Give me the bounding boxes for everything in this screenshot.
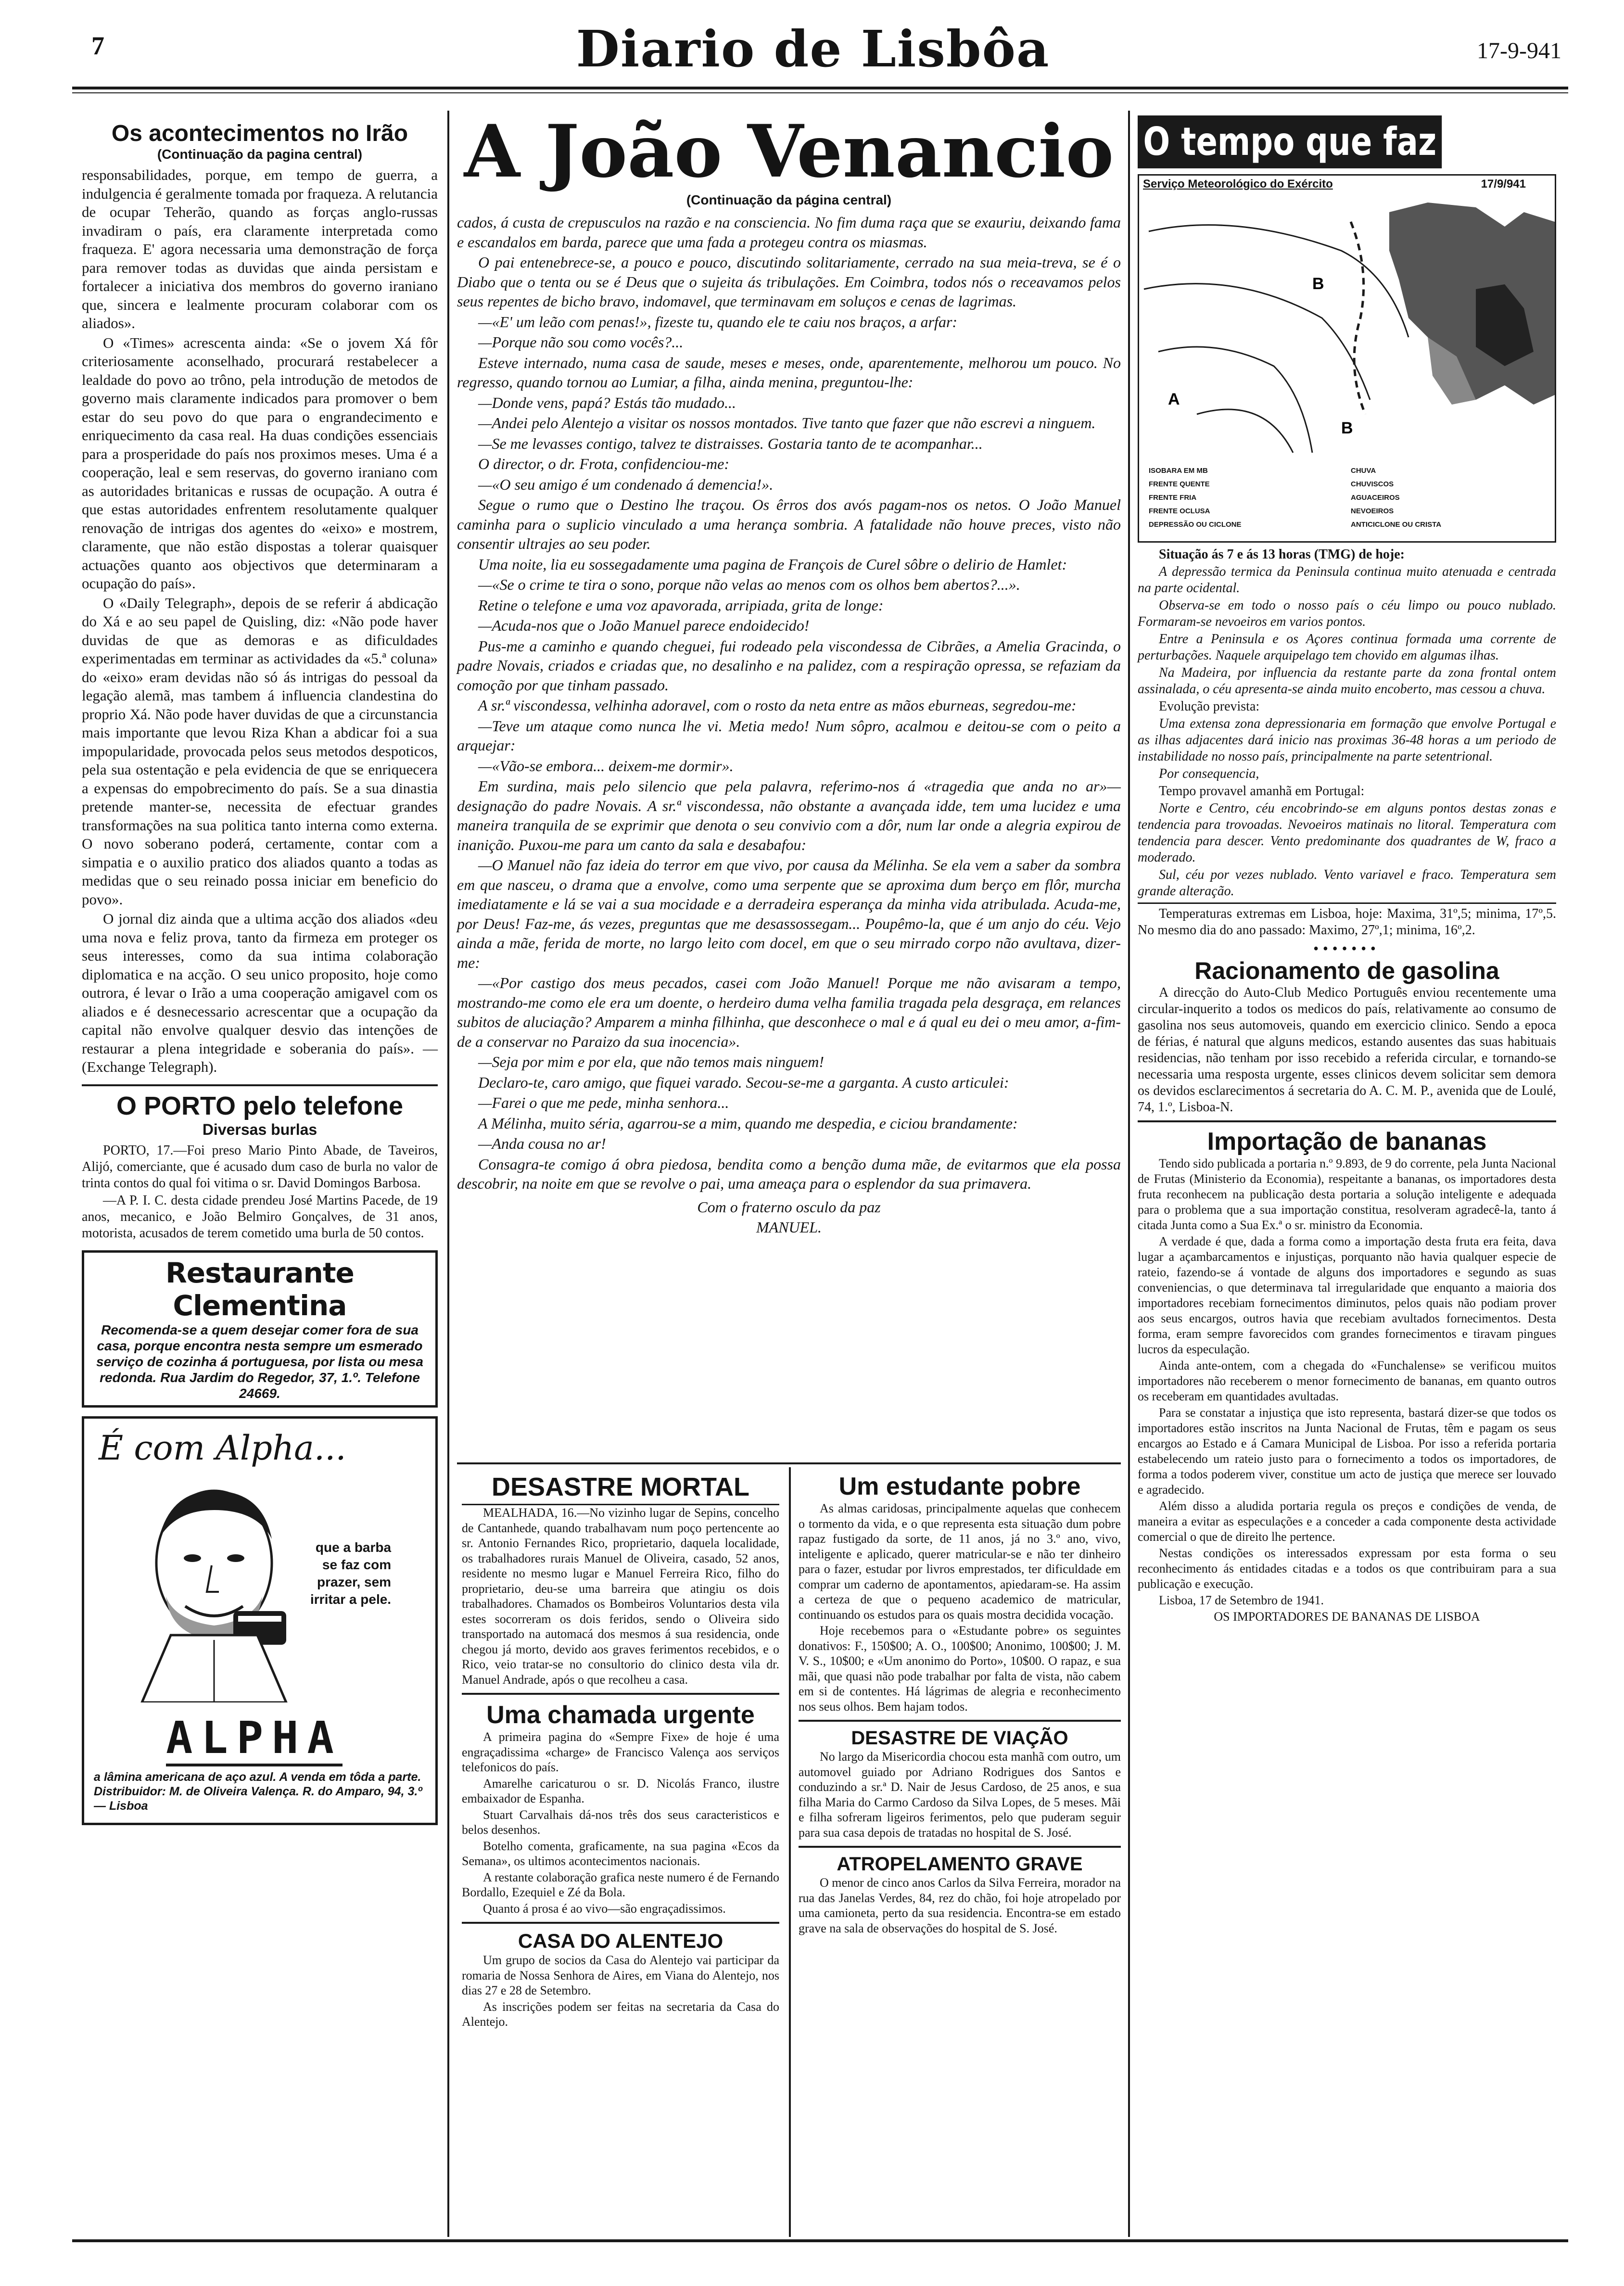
ad-title: Restaurante Clementina <box>165 1256 354 1322</box>
paragraph: Nestas condições os interessados expressam por esta forma o seu reconhecimento ás entidades citadas e a todos os que contribuiram para a sua publicação e execução. <box>1138 1546 1556 1591</box>
paragraph: —O Manuel não faz ideia do terror em que vivo, por causa da Mélinha. Se ela vem a saber da sombra em que nasceu, o drama que a envolve, como uma serpente que se aproxima dum berço em flôr, murcha imediatamente e lá se vai a sua mocidade e a derradeira esperança da minha vida atribulada. Acuda-me, por Deus! Faz-me, ás vezes, preguntas que me desassossegam... Poupêmo-la, que é um anjo do céu. Vejo ainda a mãe, ferida de morte, no largo leito com docel, em que o seu mirrado corpo não avultava, dizer-me: <box>457 856 1121 971</box>
issue-date: 17-9-941 <box>1477 38 1561 64</box>
paragraph: Consagra-te comigo á obra piedosa, bendita como a benção duma mãe, de evitarmos que ela possa descobrir, na noite em que se revolve o pai, uma ameaça para o esplendor da sua primavera. <box>457 1155 1121 1192</box>
weather-map <box>1138 174 1556 543</box>
paragraph: —Acuda-nos que o João Manuel parece endoidecido! <box>478 617 810 634</box>
paragraph: —Farei o que me pede, minha senhora... <box>478 1094 729 1111</box>
dateline: Lisboa, 17 de Setembro de 1941. <box>1159 1593 1324 1607</box>
paragraph: A depressão termica da Peninsula continua muito atenuada e centrada na parte ocidental. <box>1138 564 1556 596</box>
story-title: Uma chamada urgente <box>486 1701 755 1729</box>
paragraph: —Donde vens, papá? Estás tão mudado... <box>478 394 736 411</box>
paragraph: Entre a Peninsula e os Açores continua formada uma corrente de perturbações. Naquele arquipelago tem chovido em algumas ilhas. <box>1138 632 1556 663</box>
paragraph: A primeira pagina do «Sempre Fixe» de hoje é uma engraçadissima «charge» de Francisco Valença aos serviços telefonicos do país. <box>462 1730 779 1774</box>
legend-item: DEPRESSÃO OU CICLONE <box>1149 521 1242 529</box>
paragraph: O «Times» acrescenta ainda: «Se o jovem Xá fôr criteriosamente aconselhado, procurará restabelecer a lealdade do povo ao trôno, pela introdução de metodos de governo mais claramente indicados para promover o bem estar do seu povo do que para o engrandecimento e enriquecimento da casa real. Ha duas condições essenciais para a prosperidade do país nos proximos meses. Uma é a cooperação, leal e sem reservas, do governo iraniano com as autoridades britanicas e russas de ocupação. A outra é que estas autoridades enfrentem resolutamente qualquer renovação de intrigas dos agentes do «eixo» e mostrem, claramente, que não estão dispostas a tolerar quaisquer actuações quanto aos objectivos que determinaram a ocupação do país». <box>82 334 438 592</box>
legend-item: ISOBARA EM MB <box>1149 467 1208 475</box>
map-date: 17/9/941 <box>1481 178 1526 190</box>
forecast-title: Tempo provavel amanhã em Portugal: <box>1159 784 1365 799</box>
story-body <box>462 1953 779 2030</box>
story-title: Racionamento de gasolina <box>1194 957 1499 984</box>
story-subtitle: Diversas burlas <box>202 1120 317 1138</box>
story-body <box>1138 1156 1556 1625</box>
paragraph: —Se me levasses contigo, talvez te distraisses. Gostaria tanto de te acompanhar... <box>478 434 983 452</box>
story-body <box>1138 985 1556 1116</box>
page-number: 7 <box>91 31 104 60</box>
svg-text:B: B <box>1341 419 1353 437</box>
paragraph: As almas caridosas, principalmente aquelas que conhecem o tormento da vida, e o que representa esta situação dum pobre rapaz fustigado da sorte, de 11 anos, já no 3.º ano, vivo, inteligente e aplicado, querer matricular-se e não ter dinheiro para o fazer, estudar por livros emprestados, ter dificuldade em comprar um caderno de apontamentos, apiedaram-se. Ha assim a certeza de que o pequeno academico de matricular, continuando os estudos para os quais mostra decidida vocação. <box>799 1501 1121 1622</box>
restaurant-ad <box>82 1250 438 1408</box>
paragraph: Em surdina, mais pelo silencio que pela palavra, referimo-nos á «tragedia que anda no ar»—designação do padre Novais. A sr.ª viscondessa, não obstante a avançada idde, tem uma lucidez e uma maneira tranquila de se exprimir que denota o seu convivio com a dôr, num lar onde a alegria expirou de inanição. Puxou-me para um canto da sala e desabafou: <box>457 777 1121 853</box>
paragraph: O menor de cinco anos Carlos da Silva Ferreira, morador na rua das Janelas Verdes, 84, rez do chão, foi hoje atropelado por uma camioneta, perto da sua residencia. Encontra-se em estado grave na sala de observações do hospital de S. José. <box>799 1876 1121 1935</box>
paragraph: Observa-se em todo o nosso país o céu limpo ou pouco nublado. Formaram-se nevoeiros em varios pontos. <box>1138 598 1556 629</box>
paragraph: —«Se o crime te tira o sono, porque não velas ao menos com os olhos bem abertos?...». <box>478 576 1020 593</box>
tagline-line: que a barba <box>315 1539 392 1555</box>
paragraph: —Porque não sou como vocês?... <box>478 333 684 351</box>
story-body <box>799 1501 1121 1714</box>
temperatures: Temperaturas extremas em Lisboa, hoje: Maxima, 31º,5; minima, 17º,5. No mesmo dia do ano passado: Maximo, 27º,1; minima, 16º,2. <box>1138 902 1556 939</box>
paragraph: A restante colaboração grafica neste numero é de Fernando Bordallo, Ezequiel e Zé da Bola. <box>462 1870 779 1899</box>
paragraph: MEALHADA, 16.—No vizinho lugar de Sepins, concelho de Cantanhede, quando trabalhavam num poço pertencente ao sr. Antonio Fernandes Rico, proprietario, daquela localidade, os trabalhadores rurais Manuel de Oliveira, casado, 52 anos, residente no mesmo lugar e Manuel Ferreira Rico, filho do proprietario, deu-se uma barreira que atingiu os dois trabalhadores. Chamados os Bombeiros Voluntarios desta vila estes socorreram os dois feridos, sendo o Oliveira sido transportado na automacá dos mesmos á sua residencia, onde chegou já morto, devido aos graves ferimentos recebidos, e o Rico, veio tratar-se no consultorio do clinico desta vila dr. Manuel Andrade, após o que recolheu a casa. <box>462 1506 779 1687</box>
paragraph: Uma extensa zona depressionaria em formação que envolve Portugal e as ilhas adjacentes dará inicio nas proximas 36-48 horas a um periodo de instabilidade no nosso país, principalmente na parte setentrional. <box>1138 716 1556 764</box>
paragraph: A Mélinha, muito séria, agarrou-se a mim, quando me despedia, e ciciou brandamente: <box>478 1114 1018 1132</box>
separator <box>799 1720 1121 1722</box>
paragraph: responsabilidades, porque, em tempo de guerra, a indulgencia é geralmente tomada por fraqueza. A relutancia de ocupar Teherão, quando as forças anglo-russas invadiram o país, era claramente interpretada como fraqueza. E' agora necessaria uma demonstração de força para remover todas as duvidas que ainda persistam e fortalecer a iniciativa dos membros do governo iraniano que, sincera e lealmente procuram colaborar com os aliados». <box>82 166 438 331</box>
paragraph: Quanto á prosa é ao vivo—são engraçadissimos. <box>483 1901 726 1916</box>
evolution-title: Evolução prevista: <box>1159 699 1260 714</box>
legend-item: FRENTE OCLUSA <box>1149 507 1210 515</box>
legend-item: AGUACEIROS <box>1351 494 1400 502</box>
column-rule-inner <box>789 1467 791 2237</box>
ad-text: Recomenda-se a quem desejar comer fora de sua casa, porque encontra nesta sempre um esmerado serviço de cozinha á portuguesa, por lista ou mesa redonda. Rua Jardim do Regedor, 37, 1.º. Telefone 24669. <box>96 1322 423 1401</box>
ad-text: a lâmina americana de aço azul. A venda em tôda a parte. Distribuidor: M. de Oliveira Valença. R. do Amparo, 94, 3.º — Lisboa <box>94 1770 422 1813</box>
separator <box>462 1693 779 1695</box>
paragraph: —A P. I. C. desta cidade prendeu José Martins Pacede, de 19 anos, mecanico, e João Belmiro Gonçalves, de 31 anos, motorista, acusados de terem cometido uma burla de 50 contos. <box>82 1193 438 1241</box>
svg-text:B: B <box>1312 275 1324 293</box>
weather-report <box>1138 546 1556 939</box>
paragraph: Botelho comenta, graficamente, na sua pagina «Ecos da Semana», os ultimos acontecimentos nacionais. <box>462 1839 779 1868</box>
paragraph: Segue o rumo que o Destino lhe traçou. Os êrros dos avós pagam-nos os netos. O João Manuel caminha para o suplicio vinculado a uma herança sombria. A fatalidade não houve preces, visto não consentir ultrajes ao seu poder. <box>457 496 1121 552</box>
paragraph: O director, o dr. Frota, confidenciou-me: <box>478 455 729 472</box>
separator <box>1138 1120 1556 1122</box>
separator <box>462 1922 779 1924</box>
ad-tagline <box>310 1539 391 1608</box>
tagline-line: se faz com <box>322 1557 392 1572</box>
map-caption: Serviço Meteorológico do Exército <box>1143 178 1333 190</box>
separator <box>457 1462 1121 1464</box>
paragraph: Declaro-te, caro amigo, que fiquei varado. Secou-se-me a garganta. A custo articulei: <box>478 1073 1009 1091</box>
paragraph: Esteve internado, numa casa de saude, meses e meses, onde, aparentemente, melhorou um pouco. No regresso, quando tornou ao Lumiar, a filha, ainda menina, preguntou-lhe: <box>457 354 1121 391</box>
paragraph: Sul, céu por vezes nublado. Vento variavel e fraco. Temperatura sem grande alteração. <box>1138 867 1556 899</box>
legend-item: NEVOEIROS <box>1351 507 1394 515</box>
paragraph: Um grupo de socios da Casa do Alentejo vai participar da romaria de Nossa Senhora de Aires, em Viana do Alentejo, nos dias 27 e 28 de Setembro. <box>462 1953 779 1997</box>
paragraph: —«O seu amigo é um condenado á demencia!». <box>478 475 774 493</box>
column-3 <box>1138 115 1556 1626</box>
paragraph: O «Daily Telegraph», depois de se referir á abdicação do Xá e ao seu papel de Quisling, diz: «Não pode haver duvidas de que as demoras e as dificuldades experimentadas em terminar as actividades da «5.ª coluna» do «eixo» eram devidas não só ás intrigas do pessoal da legação alemã, mas tambem á influencia clandestina do proprio Xá. Não pode haver duvidas de que a circunstancia mais importante que levou Riza Khan a abdicar foi a sua impopularidade, provocada pelos seus metodos despoticos, pela sua ostentação e pela evidencia de que se enriquecera a expensas do empobrecimento do país. Se a sua dinastia pretende manter-se, necessita de efectuar grandes transformações na sua politica tanto interna como externa. O novo soberano poderá, certamente, contar com a simpatia e o auxilio pratico dos aliados quanto a todas as medidas que o seu reinado possa iniciar em beneficio do povo». <box>82 594 438 908</box>
legend-item: CHUVISCOS <box>1351 480 1394 488</box>
alpha-ad <box>82 1416 438 1825</box>
paragraph: A direcção do Auto-Club Medico Português enviou recentemente uma circular-inquerito a todos os medicos do país, relativamente ao consumo de gasolina nos seus automoveis, quando em exercicio clinico. Sendo a epoca de férias, é natural que alguns medicos, estando ausentes das suas habituais residencias, não tenham por isso recebido a referida circular, e tornando-se necessaria uma resposta urgente, esses clinicos devem solicitar sem demora os devidos esclarecimentos á secretaria do A. C. M. P., avenida que de Loulé, 74, 1.º, Lisboa-N. <box>1138 985 1556 1115</box>
paragraph: Ainda ante-ontem, com a chegada do «Funchalense» se verificou muitos importadores não receberem o menor fornecimento de bananas, em quanto outros os receberam em quantidades avultadas. <box>1138 1359 1556 1403</box>
weather-title: O tempo que faz <box>1138 115 1442 168</box>
paragraph: Por consequencia, <box>1159 766 1259 781</box>
column-2 <box>457 111 1121 1238</box>
legend-item: CHUVA <box>1351 467 1376 475</box>
paragraph: —«Por castigo dos meus pecados, casei com João Manuel! Porque me não avisaram a tempo, mostrando-me como ele era um doente, o herdeiro duma velha familia tragada pela desgraça, em relances subitos de aluciação? Amparem a minha filhinha, que desconhece o mal e á qual eu dei o meu amor, a-fim-de a conservar no Paraizo da sua inocencia». <box>457 974 1121 1050</box>
alpha-brand: ALPHA <box>166 1712 343 1766</box>
story-body <box>82 1143 438 1242</box>
paragraph: Pus-me a caminho e quando cheguei, fui rodeado pela viscondessa de Cibrães, a Amelia Gracinda, o padre Novais, criados e criadas que, no desalinho e na palidez, com a respiração opressa, se refaziam da comoção por que tinham passado. <box>457 637 1121 694</box>
separator <box>799 1846 1121 1848</box>
ad-script: É com Alpha... <box>99 1428 346 1468</box>
legend-item: FRENTE QUENTE <box>1149 480 1210 488</box>
tagline-line: prazer, sem <box>317 1574 392 1589</box>
story-title: Um estudante pobre <box>838 1473 1081 1500</box>
paragraph: O jornal diz ainda que a ultima acção dos aliados «deu uma nova e feliz prova, tanto da firmeza em proteger os seus interesses, como da sua intima colaboração diplomatica e na acção. O seu unico proposito, hoje como outrora, é levar o Irão a uma cooperação amigavel com os aliados e é desnecessario acrescentar que a ocupação da capital não envolve qualquer desvio das intenções de restaurar a plena integridade e soberania do país». —(Exchange Telegraph). <box>82 910 438 1075</box>
story-body <box>462 1505 779 1687</box>
svg-text:A: A <box>1168 390 1180 408</box>
paragraph: —Anda cousa no ar! <box>478 1135 606 1152</box>
paragraph: Norte e Centro, céu encobrindo-se em alguns pontos destas zonas e tendencia para trovoadas. Nevoeiros matinais no litoral. Temperatura com tendencia para descer. Vento predominante dos quadrantes de W, fraco a moderado. <box>1138 801 1556 865</box>
paragraph: As inscrições podem ser feitas na secretaria da Casa do Alentejo. <box>462 1999 779 2029</box>
paragraph: Na Madeira, por influencia da restante parte da zona frontal ontem assinalada, o céu apresenta-se ainda muito encoberto, mas cessou a chuva. <box>1138 665 1556 697</box>
signature: OS IMPORTADORES DE BANANAS DE LISBOA <box>1214 1610 1480 1624</box>
paragraph: Além disso a aludida portaria regula os preços e condições de venda, de maneira a evitar as especulações e a conceder a cada componente desta actividade comercial o que de direito lhe pertence. <box>1138 1499 1556 1544</box>
column-rule-right <box>1128 111 1130 2237</box>
paragraph: —Andei pelo Alentejo a visitar os nossos montados. Tive tanto que fazer que não escrevi a ninguem. <box>478 414 1096 432</box>
paragraph: Tendo sido publicada a portaria n.º 9.893, de 9 do corrente, pela Junta Nacional de Frutas (Ministerio da Economia), respeitante a bananas, os importadores desta fruta reconhecem na publicação desta portaria a solução inteligente e adequada para o problema que a sua importação constitua, resolveram agradecê-la, tanto á citada Junta como a Sua Ex.ª o sr. ministro da Economia. <box>1138 1156 1556 1232</box>
paragraph: —Seja por mim e por ela, que não temos mais ninguem! <box>478 1053 825 1070</box>
story-subtitle: (Continuação da página central) <box>686 192 892 207</box>
paragraph: —«Vão-se embora... deixem-me dormir». <box>478 757 734 775</box>
situation-title: Situação ás 7 e ás 13 horas (TMG) de hoje: <box>1159 547 1405 562</box>
story-title: A João Venancio <box>464 109 1114 194</box>
paragraph: Uma noite, lia eu sossegadamente uma pagina de François de Curel sôbre o delirio de Hamlet: <box>478 555 1067 573</box>
story-body <box>462 1729 779 1916</box>
masthead: Diario de Lisbôa <box>576 19 1050 78</box>
synoptic-chart <box>1139 193 1555 462</box>
legend-item: ANTICICLONE OU CRISTA <box>1351 521 1442 529</box>
paragraph: O pai entenebrece-se, a pouco e pouco, discutindo solitariamente, cerrado na sua meia-treva, se é o Diabo que o tenta ou se é Deus que o sujeita ás tribulações. Em Coimbra, todos nós o receavamos pelos seus repentes de bicho bravo, indomavel, que terminavam em soluços e cenas de lagrimas. <box>457 254 1121 310</box>
paragraph: PORTO, 17.—Foi preso Mario Pinto Abade, de Taveiros, Alijó, comerciante, que é acusado dum caso de burla no valor de trinta contos do qual foi vitima o sr. David Domingos Barbosa. <box>82 1143 438 1191</box>
tagline-line: irritar a pele. <box>310 1591 392 1607</box>
story-body <box>457 213 1121 1237</box>
story-body <box>799 1749 1121 1840</box>
paragraph: cados, á custa de crepusculos na razão e na consciencia. No fim duma raça que se exauriu, deixando fama e escandalos em barda, parece que uma fada a protegeu contra os miasmas. <box>457 214 1121 251</box>
man-shaving-illustration <box>113 1476 315 1702</box>
paragraph: A verdade é que, dada a forma como a importação desta fruta era feita, dava lugar a açambarcamentos e injustiças, porquanto não havia qualquer especie de rateio, fazendo-se á vontade de alguns dos importadores e segundo as suas conveniencias, o que determinava tal irregularidade que enquanto a maioria dos importadores recebiam fornecimentos diminutos, pelos quais não podiam prover aos seus encargos, outros havia que recebiam avultados fornecimentos. Desta forma, eram sempre favorecidos com grandes fornecimentos e tiravam pingues lucros da especulação. <box>1138 1234 1556 1356</box>
story-title: Os acontecimentos no Irão <box>111 121 408 146</box>
story-body <box>82 166 438 1077</box>
header-rule-thin <box>72 92 1568 93</box>
paragraph: No largo da Misericordia chocou esta manhã com outro, um automovel guiado por Adriano Rodrigues dos Santos e conduzindo a sr.ª D. Nair de Jesus Cardoso, de 25 anos, e sua filha Maria do Carmo Cardoso da Silva Lopes, de 5 meses. Mãi e filha sofreram ligeiros ferimentos, pelo que puderam seguir para sua casa depois de tratadas no hospital de S. José. <box>799 1750 1121 1840</box>
paragraph: A sr.ª viscondessa, velhinha adoravel, com o rosto da neta entre as mãos eburneas, segredou-me: <box>478 697 1077 714</box>
paragraph: Retine o telefone e uma voz apavorada, arripiada, grita de longe: <box>478 596 884 614</box>
map-legend <box>1149 464 1553 532</box>
story-title: ATROPELAMENTO GRAVE <box>837 1854 1083 1875</box>
ornament: ••••••• <box>1313 941 1381 956</box>
paragraph: Amarelhe caricaturou o sr. D. Nicolás Franco, ilustre embaixador de Espanha. <box>462 1776 779 1805</box>
story-title: DESASTRE MORTAL <box>462 1472 779 1505</box>
paragraph: —Teve um ataque como nunca lhe vi. Metia medo! Num sôpro, acalmou e deitou-se com o peito a arquejar: <box>457 717 1121 754</box>
story-title: CASA DO ALENTEJO <box>518 1930 723 1952</box>
signature: MANUEL. <box>756 1219 822 1236</box>
separator <box>82 1084 438 1086</box>
footer-rule <box>72 2239 1568 2242</box>
column-rule-left <box>447 111 449 2237</box>
paragraph: Stuart Carvalhais dá-nos três dos seus caracteristicos e belos desenhos. <box>462 1807 779 1837</box>
legend-item: FRENTE FRIA <box>1149 494 1197 502</box>
story-body <box>799 1875 1121 1936</box>
sub-column-left <box>462 1472 779 2031</box>
closing: Com o fraterno osculo da paz <box>697 1198 881 1216</box>
story-title: O PORTO pelo telefone <box>116 1091 404 1120</box>
paragraph: —«E' um leão com penas!», fizeste tu, quando ele te caiu nos braços, a arfar: <box>478 313 958 330</box>
column-1 <box>82 120 438 1825</box>
story-title: Importação de bananas <box>1207 1128 1487 1156</box>
paragraph: Hoje recebemos para o «Estudante pobre» os seguintes donativos: F., 150$00; A. O., 100$00; Anonimo, 100$00; J. M. V. S., 10$00; e «Um anonimo do Porto», 10$00. O rapaz, e sua mãi, que quasi não pode trabalhar por falta de vista, não cabem em si de contentes. Há lágrimas de alegria e reconhecimento nos seus olhos. Bem hajam todos. <box>799 1624 1121 1714</box>
story-title: DESASTRE DE VIAÇÃO <box>851 1727 1068 1749</box>
paragraph: Para se constatar a injustiça que isto representa, bastará dizer-se que todos os importadores estão inscritos na Junta Nacional de Frutas, têm e pagam os seus encargos ao Estado e á Camara Municipal de Lisboa. Por isso a referida portaria estabelecendo um rateio justo para o fornecimento a todos os importadores, de forma a todos poderem viver, constitue um acto de justiça que merece ser louvado e agradecido. <box>1138 1406 1556 1497</box>
story-subtitle: (Continuação da pagina central) <box>157 147 363 162</box>
header-rule <box>72 87 1568 89</box>
sub-column-right <box>799 1472 1121 1937</box>
